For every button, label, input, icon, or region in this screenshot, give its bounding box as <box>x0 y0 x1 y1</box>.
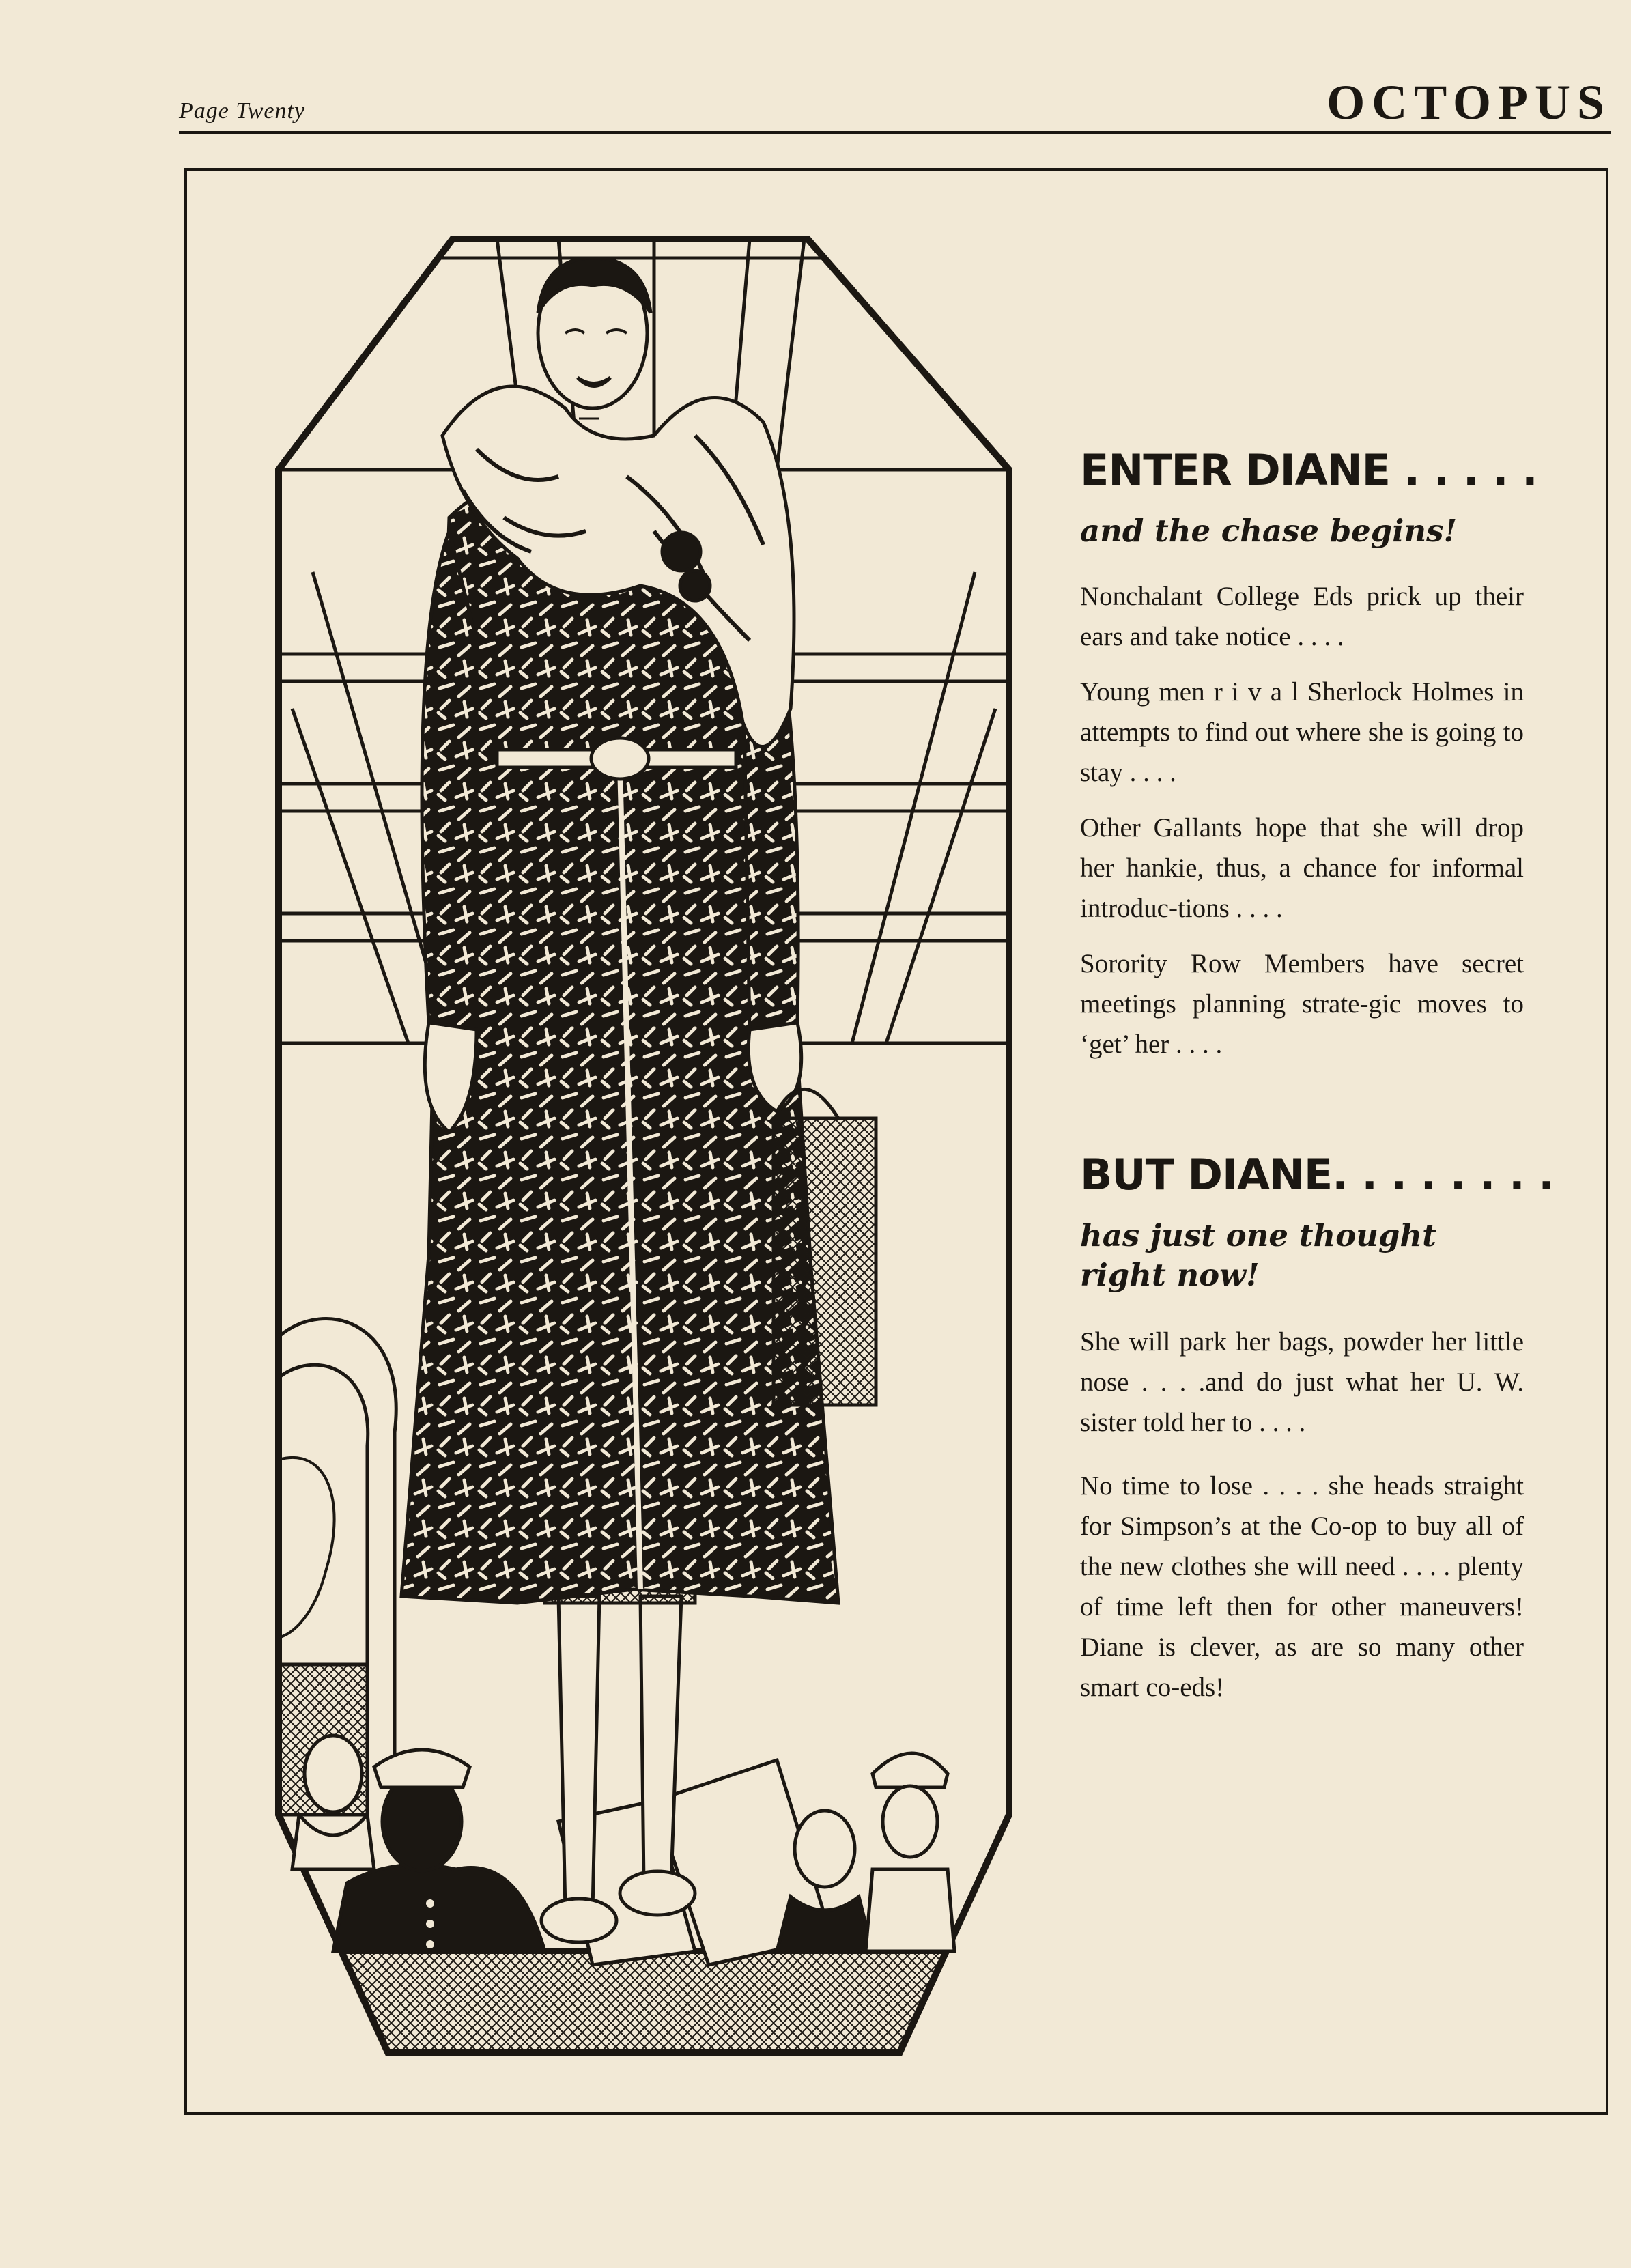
paragraph: She will park her bags, powder her little nose . . . .and do just what her U. W. sister told her to . . . . <box>1080 1327 1524 1437</box>
section-enter-diane <box>1080 445 1537 1064</box>
paragraph: Nonchalant College Eds prick up their ears and take notice . . . . <box>1080 581 1524 651</box>
section-but-diane <box>1080 1149 1554 1707</box>
section-heading: BUT DIANE. . . . . . . . <box>1080 1149 1554 1200</box>
fashion-illustration <box>272 231 1016 2060</box>
paragraph: No time to lose . . . . she heads straight for Simpson’s at the Co-op to buy all of the new clothes she will need . . . . plenty of time left then for other maneuvers! Diane is clever, as are so many other smart co-eds! <box>1080 1471 1524 1702</box>
paragraph: Young men r i v a l Sherlock Holmes in attempts to find out where she is going to stay . . . . <box>1080 677 1524 787</box>
paragraph: Sorority Row Members have secret meetings planning strate-gic moves to ‘get’ her . . . . <box>1080 948 1524 1059</box>
section-heading: ENTER DIANE . . . . . <box>1080 445 1537 495</box>
paragraph: Other Gallants hope that she will drop her hankie, thus, a chance for informal introduc-tions . . . . <box>1080 812 1524 923</box>
page-header <box>179 75 1611 134</box>
magazine-title: OCTOPUS <box>1327 75 1611 130</box>
section-subheading: has just one thought right now! <box>1080 1217 1436 1294</box>
page-number: Page Twenty <box>179 98 306 124</box>
advertisement-text <box>1080 445 1554 1707</box>
section-subheading: and the chase begins! <box>1080 513 1458 550</box>
